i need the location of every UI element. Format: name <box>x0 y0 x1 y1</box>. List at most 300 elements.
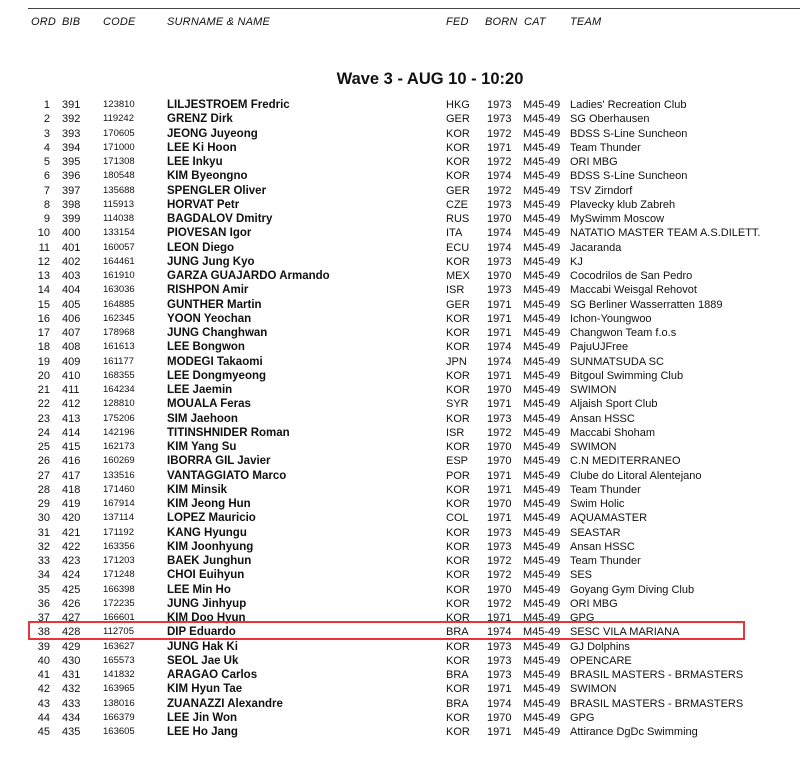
table-row <box>0 184 800 198</box>
table-row <box>0 98 800 112</box>
cell-fed: KOR <box>446 711 470 724</box>
cell-fed: KOR <box>446 341 470 354</box>
cell-ord: 36 <box>37 597 50 610</box>
cell-name: JUNG Hak Ki <box>167 640 238 653</box>
cell-bib: 405 <box>62 298 81 311</box>
cell-name: LEE Jaemin <box>167 384 233 396</box>
cell-name: LEE Ki Hoon <box>167 141 237 154</box>
table-row <box>0 326 800 340</box>
cell-bib: 398 <box>62 198 81 211</box>
cell-name: MOUALA Feras <box>167 398 251 411</box>
cell-born: 1974 <box>487 241 512 254</box>
cell-fed: KOR <box>446 441 470 453</box>
table-row <box>0 269 800 283</box>
cell-team: Aljaish Sport Club <box>570 398 658 411</box>
cell-name: JEONG Juyeong <box>167 127 258 140</box>
cell-code: 160269 <box>103 455 135 467</box>
cell-born: 1972 <box>487 184 512 197</box>
cell-code: 180548 <box>103 170 135 182</box>
cell-code: 160057 <box>103 241 135 253</box>
table-row <box>0 711 800 725</box>
cell-name: RISHPON Amir <box>167 284 249 297</box>
table-row <box>0 497 800 511</box>
cell-fed: GER <box>446 113 470 126</box>
cell-fed: RUS <box>446 213 470 225</box>
top-rule <box>28 8 800 9</box>
cell-ord: 26 <box>37 455 50 468</box>
cell-ord: 40 <box>37 654 50 667</box>
cell-name: MODEGI Takaomi <box>167 355 263 368</box>
cell-code: 170605 <box>103 127 135 139</box>
cell-cat: M45-49 <box>523 455 561 468</box>
cell-cat: M45-49 <box>523 384 561 396</box>
cell-fed: KOR <box>446 640 470 653</box>
table-row <box>0 383 800 397</box>
cell-cat: M45-49 <box>523 170 561 183</box>
cell-fed: CZE <box>446 198 468 211</box>
cell-cat: M45-49 <box>523 626 561 639</box>
cell-fed: KOR <box>446 726 470 738</box>
table-row <box>0 141 800 155</box>
cell-cat: M45-49 <box>523 597 561 610</box>
cell-cat: M45-49 <box>523 113 561 126</box>
table-row <box>0 654 800 668</box>
cell-code: 163965 <box>103 683 135 695</box>
cell-name: GRENZ Dirk <box>167 113 233 126</box>
cell-ord: 7 <box>43 184 50 197</box>
cell-born: 1974 <box>487 170 512 183</box>
cell-born: 1972 <box>487 156 512 168</box>
wave-title: Wave 3 - AUG 10 - 10:20 <box>336 70 524 88</box>
cell-name: CHOI Euihyun <box>167 569 245 582</box>
cell-name: KIM Minsik <box>167 483 228 496</box>
cell-cat: M45-49 <box>523 726 561 738</box>
cell-born: 1974 <box>487 355 512 368</box>
header-name: SURNAME & NAME <box>167 16 271 28</box>
cell-ord: 27 <box>37 469 50 482</box>
cell-bib: 404 <box>62 284 81 297</box>
cell-team: Team Thunder <box>570 483 641 496</box>
cell-code: 128810 <box>103 398 135 410</box>
cell-team: Swim Holic <box>570 498 625 510</box>
cell-fed: POR <box>446 469 470 482</box>
cell-cat: M45-49 <box>523 526 561 539</box>
cell-ord: 33 <box>37 555 50 567</box>
cell-ord: 21 <box>37 384 50 396</box>
cell-fed: KOR <box>446 569 470 582</box>
cell-team: Team Thunder <box>570 141 641 154</box>
cell-born: 1971 <box>487 141 512 154</box>
cell-ord: 11 <box>38 241 50 254</box>
table-row <box>0 682 800 696</box>
cell-fed: ISR <box>446 284 465 297</box>
cell-fed: JPN <box>446 355 467 368</box>
cell-name: ZUANAZZI Alexandre <box>167 697 283 710</box>
cell-ord: 24 <box>37 426 50 439</box>
table-row <box>0 597 800 611</box>
cell-born: 1972 <box>487 597 512 610</box>
cell-ord: 17 <box>37 327 50 339</box>
table-row <box>0 241 800 255</box>
cell-bib: 416 <box>62 455 81 468</box>
cell-bib: 410 <box>62 369 81 382</box>
table-row <box>0 283 800 297</box>
cell-bib: 433 <box>62 697 81 710</box>
cell-name: BAEK Junghun <box>167 555 252 567</box>
table-row <box>0 369 800 383</box>
cell-fed: KOR <box>446 540 470 553</box>
cell-code: 171203 <box>103 555 135 566</box>
cell-bib: 431 <box>62 669 81 681</box>
cell-cat: M45-49 <box>523 198 561 211</box>
table-row <box>0 426 800 440</box>
cell-team: GPG <box>570 612 595 624</box>
cell-cat: M45-49 <box>523 583 561 596</box>
cell-born: 1971 <box>487 726 512 738</box>
cell-cat: M45-49 <box>523 369 561 382</box>
cell-born: 1971 <box>487 298 512 311</box>
cell-bib: 403 <box>62 270 81 282</box>
cell-ord: 35 <box>37 583 50 596</box>
cell-bib: 425 <box>62 583 81 596</box>
cell-bib: 393 <box>62 127 81 140</box>
cell-name: JUNG Jung Kyo <box>167 255 255 268</box>
results-list <box>0 98 800 739</box>
cell-cat: M45-49 <box>523 512 561 525</box>
cell-name: SIM Jaehoon <box>167 412 238 425</box>
header-team: TEAM <box>570 16 602 28</box>
cell-code: 142196 <box>103 426 135 438</box>
cell-cat: M45-49 <box>523 156 561 168</box>
cell-code: 167914 <box>103 498 135 509</box>
cell-code: 161613 <box>103 341 135 353</box>
header-ord: ORD <box>31 16 57 28</box>
cell-code: 137114 <box>103 512 134 524</box>
cell-bib: 423 <box>62 555 81 567</box>
cell-code: 119242 <box>103 113 134 125</box>
cell-ord: 39 <box>37 640 50 653</box>
cell-fed: KOR <box>446 612 470 624</box>
cell-born: 1973 <box>487 99 512 111</box>
cell-born: 1971 <box>487 369 512 382</box>
cell-ord: 32 <box>37 540 50 553</box>
cell-code: 112705 <box>103 626 134 638</box>
cell-team: SWIMON <box>570 384 617 396</box>
cell-code: 141832 <box>103 669 135 680</box>
cell-born: 1970 <box>487 213 512 225</box>
cell-code: 178968 <box>103 327 135 338</box>
table-row <box>0 226 800 240</box>
cell-fed: KOR <box>446 412 470 425</box>
cell-ord: 12 <box>37 255 50 268</box>
cell-born: 1974 <box>487 341 512 354</box>
table-row <box>0 312 800 326</box>
cell-bib: 427 <box>62 612 81 624</box>
cell-bib: 421 <box>62 526 81 539</box>
cell-ord: 10 <box>37 227 50 240</box>
cell-born: 1970 <box>487 711 512 724</box>
table-row <box>0 697 800 711</box>
cell-fed: KOR <box>446 170 470 183</box>
cell-born: 1970 <box>487 384 512 396</box>
cell-code: 166398 <box>103 583 135 595</box>
cell-fed: GER <box>446 184 470 197</box>
cell-code: 133516 <box>103 469 135 481</box>
cell-name: YOON Yeochan <box>167 312 252 325</box>
cell-team: GJ Dolphins <box>570 640 630 653</box>
cell-team: SESC VILA MARIANA <box>570 626 680 639</box>
cell-code: 133154 <box>103 227 135 239</box>
cell-team: ORI MBG <box>570 597 618 610</box>
cell-ord: 3 <box>43 127 50 140</box>
table-row <box>0 340 800 354</box>
cell-bib: 419 <box>62 498 81 510</box>
cell-cat: M45-49 <box>523 127 561 140</box>
table-row <box>0 540 800 554</box>
cell-team: Clube do Litoral Alentejano <box>570 469 702 482</box>
cell-bib: 397 <box>62 184 81 197</box>
cell-name: SEOL Jae Uk <box>167 654 239 667</box>
cell-born: 1973 <box>487 284 512 297</box>
cell-fed: ISR <box>446 426 465 439</box>
cell-team: NATATIO MASTER TEAM A.S.DILETT. <box>570 227 761 240</box>
table-row <box>0 255 800 269</box>
cell-bib: 422 <box>62 540 81 553</box>
cell-ord: 9 <box>43 213 50 225</box>
table-row <box>0 483 800 497</box>
cell-bib: 412 <box>62 398 81 411</box>
cell-code: 171000 <box>103 141 135 153</box>
table-row <box>0 440 800 454</box>
cell-ord: 44 <box>37 711 50 724</box>
cell-bib: 435 <box>62 726 81 738</box>
cell-name: LEON Diego <box>167 241 235 254</box>
cell-born: 1974 <box>487 227 512 240</box>
cell-ord: 2 <box>43 113 50 126</box>
cell-team: BRASIL MASTERS - BRMASTERS <box>570 697 744 710</box>
table-row <box>0 112 800 126</box>
cell-bib: 432 <box>62 683 81 696</box>
cell-code: 164461 <box>103 255 135 267</box>
cell-born: 1972 <box>487 555 512 567</box>
cell-code: 163036 <box>103 284 135 296</box>
header-bib: BIB <box>62 16 81 28</box>
cell-code: 161177 <box>103 355 134 367</box>
cell-bib: 417 <box>62 469 81 482</box>
cell-bib: 392 <box>62 113 81 126</box>
cell-bib: 395 <box>62 156 81 168</box>
cell-name: LOPEZ Mauricio <box>167 512 256 525</box>
cell-team: Jacaranda <box>570 241 622 254</box>
cell-code: 168355 <box>103 369 135 381</box>
table-row <box>0 583 800 597</box>
cell-cat: M45-49 <box>523 298 561 311</box>
cell-born: 1970 <box>487 455 512 468</box>
cell-ord: 20 <box>37 369 50 382</box>
cell-cat: M45-49 <box>523 141 561 154</box>
cell-fed: ESP <box>446 455 469 468</box>
cell-team: MySwimm Moscow <box>570 213 665 225</box>
cell-name: JUNG Jinhyup <box>167 597 247 610</box>
cell-fed: KOR <box>446 127 470 140</box>
cell-team: SEASTAR <box>570 526 621 539</box>
table-row <box>0 298 800 312</box>
cell-cat: M45-49 <box>523 711 561 724</box>
cell-bib: 402 <box>62 255 81 268</box>
cell-fed: HKG <box>446 99 470 111</box>
cell-born: 1972 <box>487 569 512 582</box>
cell-born: 1972 <box>487 426 512 439</box>
cell-bib: 411 <box>62 384 80 396</box>
cell-ord: 23 <box>37 412 50 425</box>
cell-cat: M45-49 <box>523 669 561 681</box>
cell-team: SWIMON <box>570 441 617 453</box>
cell-bib: 394 <box>62 141 81 154</box>
cell-name: KIM Doo Hyun <box>167 612 246 624</box>
cell-code: 135688 <box>103 184 135 196</box>
cell-team: ORI MBG <box>570 156 618 168</box>
cell-cat: M45-49 <box>523 99 561 111</box>
table-row <box>0 412 800 426</box>
cell-code: 171192 <box>103 526 134 538</box>
cell-bib: 409 <box>62 355 81 368</box>
cell-fed: KOR <box>446 327 470 339</box>
cell-born: 1970 <box>487 270 512 282</box>
cell-name: KIM Hyun Tae <box>167 683 243 696</box>
cell-team: TSV Zirndorf <box>570 184 633 197</box>
cell-name: KIM Joonhyung <box>167 540 254 553</box>
cell-bib: 406 <box>62 312 81 325</box>
cell-fed: KOR <box>446 526 470 539</box>
cell-name: IBORRA GIL Javier <box>167 455 271 468</box>
cell-bib: 418 <box>62 483 81 496</box>
cell-born: 1971 <box>487 398 512 411</box>
cell-ord: 34 <box>37 569 50 582</box>
cell-born: 1971 <box>487 683 512 696</box>
cell-team: Ansan HSSC <box>570 540 635 553</box>
cell-born: 1971 <box>487 327 512 339</box>
table-row <box>0 668 800 682</box>
cell-cat: M45-49 <box>523 341 561 354</box>
cell-code: 165573 <box>103 654 135 666</box>
cell-fed: KOR <box>446 583 470 596</box>
cell-bib: 413 <box>62 412 81 425</box>
cell-code: 163627 <box>103 640 135 652</box>
cell-cat: M45-49 <box>523 441 561 453</box>
cell-name: ARAGAO Carlos <box>167 669 258 681</box>
cell-team: Maccabi Weisgal Rehovot <box>570 284 697 297</box>
cell-cat: M45-49 <box>523 483 561 496</box>
cell-cat: M45-49 <box>523 555 561 567</box>
header-cat: CAT <box>524 16 546 28</box>
cell-name: TITINSHNIDER Roman <box>167 426 290 439</box>
cell-ord: 30 <box>37 512 50 525</box>
cell-ord: 22 <box>37 398 50 411</box>
cell-code: 171248 <box>103 569 135 581</box>
cell-born: 1973 <box>487 654 512 667</box>
cell-cat: M45-49 <box>523 612 561 624</box>
cell-bib: 391 <box>62 99 81 111</box>
cell-born: 1973 <box>487 669 512 681</box>
cell-born: 1971 <box>487 612 512 624</box>
cell-born: 1973 <box>487 198 512 211</box>
table-row <box>0 127 800 141</box>
cell-bib: 415 <box>62 441 81 453</box>
cell-cat: M45-49 <box>523 640 561 653</box>
cell-ord: 13 <box>37 270 50 282</box>
cell-team: Team Thunder <box>570 555 641 567</box>
cell-fed: KOR <box>446 483 470 496</box>
cell-ord: 16 <box>37 312 50 325</box>
cell-fed: ITA <box>446 227 463 240</box>
table-row <box>0 554 800 568</box>
cell-born: 1971 <box>487 483 512 496</box>
cell-name: KIM Jeong Hun <box>167 498 251 510</box>
cell-name: JUNG Changhwan <box>167 327 268 339</box>
cell-name: GUNTHER Martin <box>167 298 262 311</box>
cell-code: 164885 <box>103 298 135 310</box>
cell-born: 1974 <box>487 626 512 639</box>
cell-team: SG Oberhausen <box>570 113 650 126</box>
table-row <box>0 169 800 183</box>
cell-code: 164234 <box>103 384 135 395</box>
cell-code: 171308 <box>103 156 135 167</box>
highlight-box <box>28 621 745 640</box>
cell-name: HORVAT Petr <box>167 198 240 211</box>
cell-ord: 29 <box>37 498 50 510</box>
cell-team: Plavecky klub Zabreh <box>570 198 676 211</box>
cell-team: C.N MEDITERRANEO <box>570 455 681 468</box>
table-row <box>0 526 800 540</box>
cell-bib: 408 <box>62 341 81 354</box>
cell-born: 1973 <box>487 526 512 539</box>
cell-name: LEE Min Ho <box>167 583 231 596</box>
cell-name: LEE Bongwon <box>167 341 245 354</box>
cell-cat: M45-49 <box>523 398 561 411</box>
cell-born: 1970 <box>487 441 512 453</box>
table-row <box>0 640 800 654</box>
cell-team: Ansan HSSC <box>570 412 635 425</box>
table-row <box>0 198 800 212</box>
header-fed: FED <box>446 16 469 28</box>
cell-cat: M45-49 <box>523 412 561 425</box>
cell-ord: 8 <box>43 198 50 211</box>
cell-ord: 4 <box>43 141 50 154</box>
table-row <box>0 155 800 169</box>
cell-team: OPENCARE <box>570 654 632 667</box>
cell-cat: M45-49 <box>523 255 561 268</box>
cell-code: 172235 <box>103 597 135 609</box>
cell-ord: 1 <box>43 99 50 111</box>
cell-team: SG Berliner Wasserratten 1889 <box>570 298 723 311</box>
cell-code: 163605 <box>103 726 135 737</box>
cell-cat: M45-49 <box>523 184 561 197</box>
header-code: CODE <box>103 16 136 28</box>
cell-fed: KOR <box>446 498 470 510</box>
cell-bib: 428 <box>62 626 81 639</box>
cell-code: 171460 <box>103 483 135 495</box>
cell-fed: KOR <box>446 683 470 696</box>
table-row <box>0 725 800 739</box>
cell-team: Changwon Team f.o.s <box>570 327 677 339</box>
cell-name: LEE Dongmyeong <box>167 369 267 382</box>
cell-fed: MEX <box>446 270 470 282</box>
cell-bib: 426 <box>62 597 81 610</box>
cell-team: AQUAMASTER <box>570 512 648 525</box>
cell-ord: 28 <box>37 483 50 496</box>
cell-name: PIOVESAN Igor <box>167 227 252 240</box>
cell-name: KANG Hyungu <box>167 526 247 539</box>
